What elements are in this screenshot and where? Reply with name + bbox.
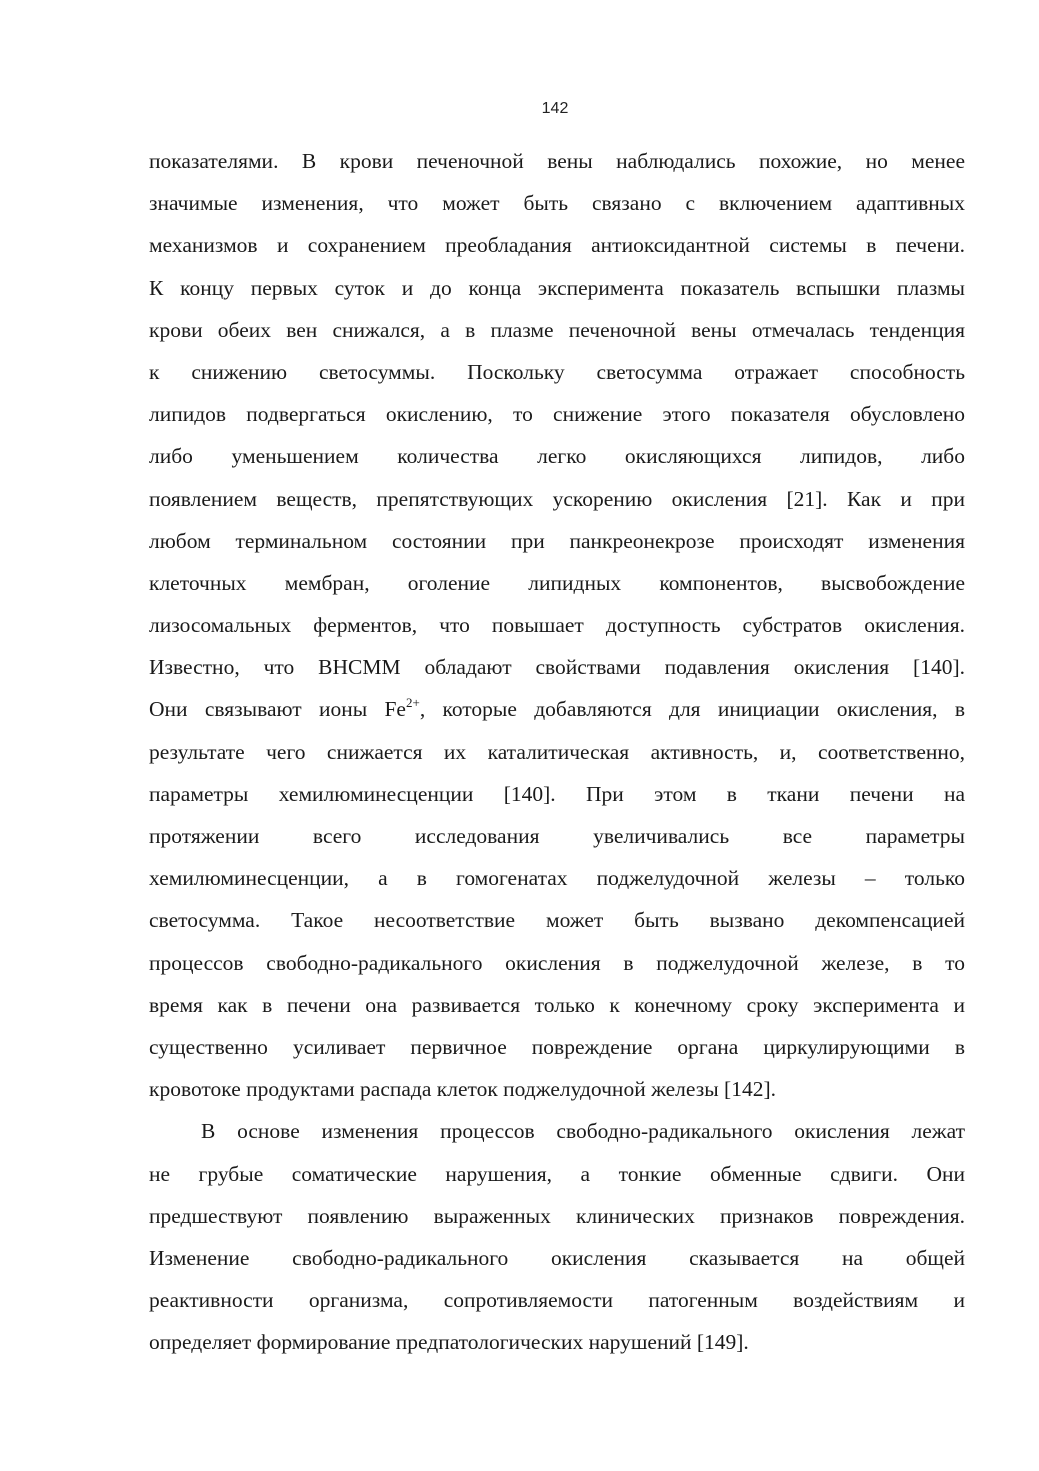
text-line: появлением веществ, препятствующих ускорению окисления [21]. Как и при (149, 486, 965, 511)
paragraph-1 (149, 140, 965, 1110)
text-line: лизосомальных ферментов, что повышает доступность субстратов окисления. (149, 613, 965, 638)
fe-text-after: , которые добавляются для инициации окисления, в (419, 697, 965, 722)
body-text (149, 140, 965, 1363)
text-line: предшествуют появлению выраженных клинических признаков повреждения. (149, 1203, 965, 1228)
text-line: Изменение свободно-радикального окисления сказывается на общей (149, 1245, 965, 1270)
text-line: хемилюминесценции, а в гомогенатах поджелудочной железы – только (149, 866, 965, 891)
text-line: Известно, что ВНСММ обладают свойствами подавления окисления [140]. (149, 655, 965, 680)
fe-charge-superscript: 2+ (405, 695, 420, 711)
text-line: параметры хемилюминесценции [140]. При этом в ткани печени на (149, 781, 965, 806)
text-line: не грубые соматические нарушения, а тонкие обменные сдвиги. Они (149, 1161, 965, 1186)
text-line: результате чего снижается их каталитическая активность, и, соответственно, (149, 739, 965, 764)
text-line: клеточных мембран, оголение липидных компонентов, высвобождение (149, 570, 965, 595)
text-line: к снижению светосуммы. Поскольку светосумма отражает способность (149, 359, 965, 384)
text-line: показателями. В крови печеночной вены наблюдались похожие, но менее (149, 149, 965, 173)
fe-text-before: Они связывают ионы Fe (149, 697, 406, 722)
text-line: определяет формирование предпатологических нарушений [149]. (149, 1330, 749, 1355)
text-line: существенно усиливает первичное повреждение органа циркулирующими в (149, 1034, 965, 1059)
text-line: значимые изменения, что может быть связано с включением адаптивных (149, 191, 965, 216)
text-line: реактивности организма, сопротивляемости патогенным воздействиям и (149, 1288, 965, 1313)
text-line: время как в печени она развивается только к конечному сроку эксперимента и (149, 992, 965, 1017)
text-line: липидов подвергаться окислению, то снижение этого показателя обусловлено (149, 402, 965, 427)
text-line: либо уменьшением количества легко окисляющихся липидов, либо (149, 444, 965, 469)
text-line: любом терминальном состоянии при панкреонекрозе происходят изменения (149, 528, 965, 553)
text-line: механизмов и сохранением преобладания антиоксидантной системы в печени. (149, 233, 965, 258)
text-line: кровотоке продуктами распада клеток поджелудочной железы [142]. (149, 1077, 776, 1102)
text-line: крови обеих вен снижался, а в плазме печеночной вены отмечалась тенденция (149, 317, 965, 342)
page-number: 142 (541, 100, 569, 117)
text-line: процессов свободно-радикального окисления в поджелудочной железе, в то (149, 950, 965, 975)
text-line: протяжении всего исследования увеличивались все параметры (149, 824, 965, 848)
text-line: светосумма. Такое несоответствие может быть вызвано декомпенсацией (149, 908, 965, 933)
text-line-fe-ions (149, 688, 965, 730)
paragraph-2 (149, 1110, 965, 1363)
text-line: К концу первых суток и до конца эксперимента показатель вспышки плазмы (149, 275, 965, 300)
text-line: В основе изменения процессов свободно-радикального окисления лежат (201, 1119, 965, 1144)
